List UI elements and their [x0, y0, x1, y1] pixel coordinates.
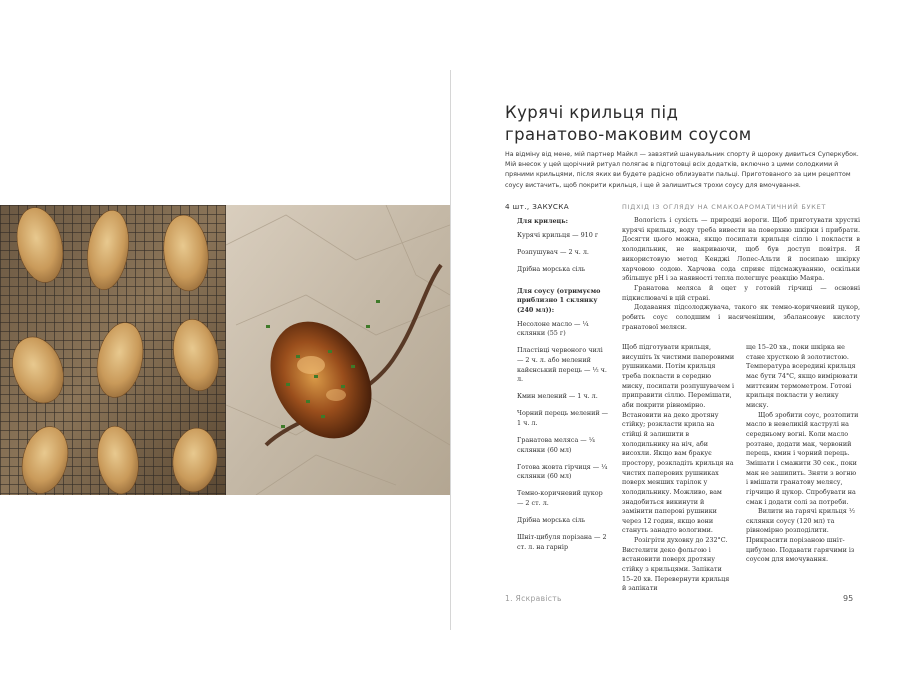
instructions-column-2	[746, 343, 860, 565]
recipe-title	[505, 102, 875, 146]
wings-rack-illustration	[0, 205, 226, 495]
ingredient-item: Розпушувач — 2 ч. л.	[517, 247, 589, 256]
ingredient-item: Гранатова меляса — ¼ склянки (60 мл)	[517, 436, 595, 454]
ingredient-item: Курячі крильця — 910 г	[517, 230, 599, 239]
title-line-2: гранатово-маковим соусом	[505, 125, 752, 144]
ingredient-item: Готова жовта гірчиця — ¼ склянки (60 мл)	[517, 462, 608, 481]
instruction-paragraph: Щоб зробити соус, розтопити масло в невеликій каструлі на середньому вогні. Коли масло розтане, додати мак, червоний перець, кмин і чорний перець. Змішати і смажити 30 сек., поки мак не зашипить. Зняти з вогню і вмішати гранатову мелясу, гірчицю й цукор. Спробувати на смак і додати солі за потреби.	[746, 410, 859, 506]
ingredient-item: Пластівці червоного чилі — 2 ч. л. або мелений кайєнський перець — ½ ч. л.	[517, 346, 607, 384]
instructions-column-1	[622, 343, 735, 594]
ingredients-list	[517, 217, 609, 560]
photo-glazed-wing	[226, 205, 450, 495]
page-number: 95	[843, 594, 854, 603]
overview-paragraph: Гранатова меляса й оцет у готовій гірчиці — основні підкислювачі в цій страві.	[622, 283, 860, 302]
method-overview	[622, 216, 860, 332]
title-line-1: Курячі крильця під	[505, 103, 679, 122]
footer-section-label: 1. Яскравість	[505, 594, 562, 603]
recipe-intro: На відміну від мене, мій партнер Майкл — завзятий шанувальник спорту й щороку дивиться Суперкубок. Мій внесок у цей щорічний ритуал полягає в підготовці всіх додатків, включно з цими солодкими й пряними крильцями, після яких ви будете радісно облизувати пальці. Приготованого за цим рецептом соусу вистачить, щоб покрити крильця, і ще й залишиться трохи соусу для вмочування.	[505, 151, 859, 189]
photo-wings-on-rack	[0, 205, 226, 495]
ingredient-item: Дрібна морська сіль	[517, 264, 586, 273]
instruction-paragraph: Вилити на гарячі крильця ½ склянки соусу (120 мл) та рівномірно розподілити. Прикрасити порізаною шніт-цибулею. Подавати гарячими із соусом для вмочування.	[746, 507, 856, 564]
ingredients-group-title: Для соусу (отримуємо приблизно 1 склянку (240 мл)):	[517, 286, 601, 315]
glazed-wing-illustration	[226, 205, 450, 495]
overview-paragraph: Вологість і сухість — природні вороги. Щоб приготувати хрусткі курячі крильця, воду треба вивести на поверхню шкірки і прибрати. Досягти цього можна, якщо посипати крильця сіллю і покласти в холодильник, не накриваючи, щоб був доступ повітря. Я використовую метод Кенджі Лопес-Альти й посипаю шкірку харчовою содою. Харчова сода сприяє підсмажуванню, оскільки збільшує pH і за наявності тепла полегшує реакцію Маяра.	[622, 216, 860, 283]
ingredient-item: Темно-коричневий цукор — 2 ст. л.	[517, 489, 603, 507]
book-spine	[450, 70, 451, 630]
ingredient-item: Дрібна морська сіль	[517, 516, 586, 525]
instruction-paragraph: Розігріти духовку до 232°C. Вистелити деко фольгою і встановити поверх дротяну стійку з крильцями. Запікати 15–20 хв. Перевернути крильця й запікати	[622, 536, 730, 593]
ingredient-item: Шніт-цибуля порізана — 2 ст. л. на гарнір	[517, 533, 607, 551]
ingredient-item: Кмин мелений — 1 ч. л.	[517, 392, 598, 401]
overview-paragraph: Додавання підсолоджувача, такого як темно-коричневий цукор, робить соус солодшим і насиченішим, збалансовує кислоту гранатової меляси.	[622, 303, 860, 331]
ingredient-item: Несолоне масло — ¼ склянки (55 г)	[517, 319, 589, 338]
instruction-paragraph: Щоб підготувати крильця, висушіть їх чистими паперовими рушниками. Потім крильця треба покласти в середню миску, посипати розпушувачем і приправити сіллю. Перемішати, аби покрити рівномірно. Встановити на деко дротяну стійку; розкласти крила на стійці й залишити в холодильнику на ніч, аби висохли. Якщо вам бракує простору, розкладіть крильця на чистих паперових рушниках поверх менших тарілок у холодильнику. Можливо, вам знадобиться викинути й замінити паперові рушники через 12 годин, якщо вони стануть занадто вологими.	[622, 343, 735, 535]
ingredients-group-title: Для крилець:	[517, 217, 568, 225]
method-subhead: ПІДХІД ІЗ ОГЛЯДУ НА СМАКОАРОМАТИЧНИЙ БУКЕТ	[622, 203, 827, 211]
recipe-yield: 4 шт., ЗАКУСКА	[505, 202, 570, 211]
instruction-paragraph: ще 15–20 хв., поки шкірка не стане хрусткою й золотистою. Температура всередині крильця має бути 74°C, якщо вимірювати миттєвим термометром. Готові крильця покласти у велику миску.	[746, 343, 858, 409]
ingredient-item: Чорний перець мелений — 1 ч. л.	[517, 409, 609, 427]
